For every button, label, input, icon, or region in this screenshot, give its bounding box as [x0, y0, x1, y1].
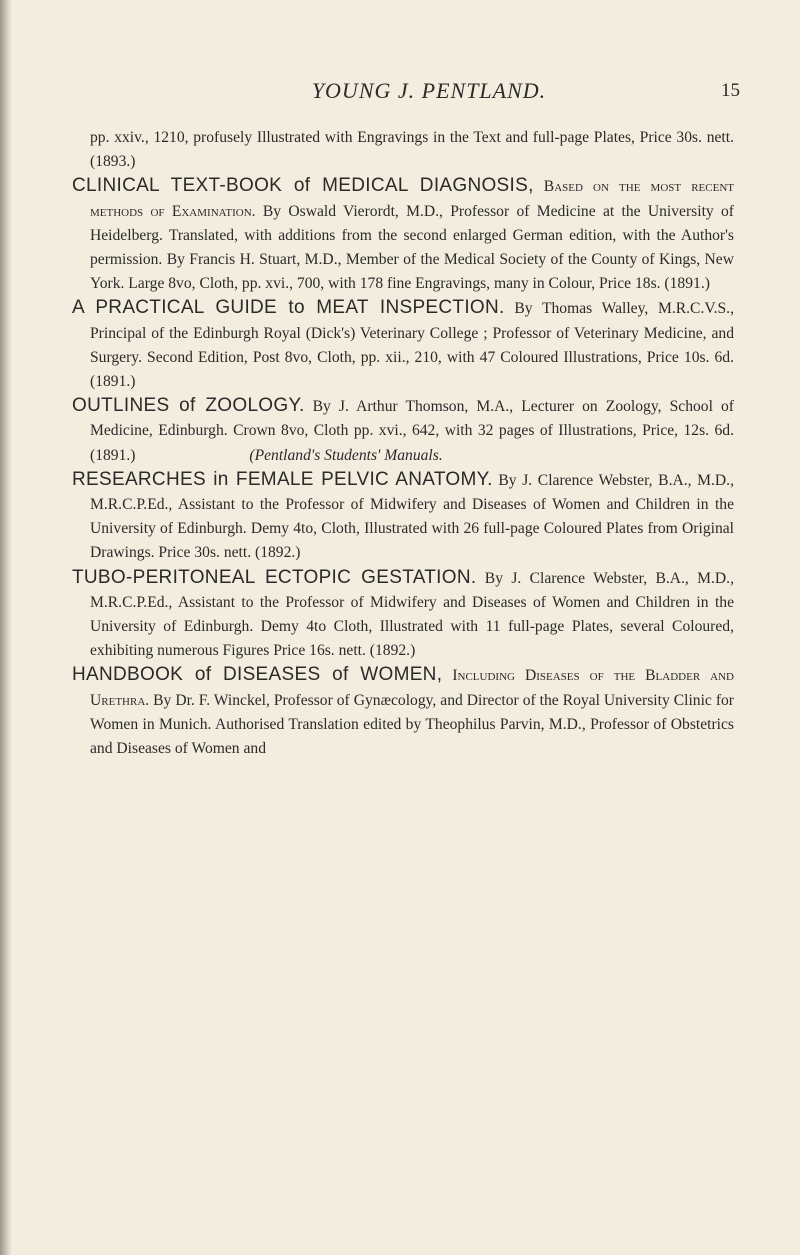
- page-binding-shadow: [0, 0, 12, 1255]
- page-number: 15: [721, 80, 740, 101]
- entry-text: pp. xxiv., 1210, profusely Illustrated with Engravings in the Text and full-page Plates, Price 30s. nett. (1893.): [90, 129, 734, 171]
- entry-series: (Pentland's Students' Manuals.: [249, 446, 443, 464]
- catalogue-entry: [72, 566, 734, 664]
- catalogue-entry: [72, 468, 734, 566]
- entry-text: By Thomas Walley, M.R.C.V.S., Principal of the Edinburgh Royal (Dick's) Veterinary College ; Professor of Veterinary Medicine, and Surgery. Second Edition, Post 8vo, Cloth, pp. xii., 210, with 47 Coloured Illustrations, Price 10s. 6d. (1891.): [90, 300, 734, 391]
- catalogue-entry: [72, 296, 734, 394]
- entry-text: By J. Clarence Webster, B.A., M.D., M.R.C.P.Ed., Assistant to the Professor of Midwifery and Diseases of Women and Children in the University of Edinburgh. Demy 4to Cloth, Illustrated with 11 full-page Plates, several Coloured, exhibiting numerous Figures Price 16s. nett. (1892.): [90, 569, 734, 660]
- catalogue-entry-continued: [72, 126, 734, 174]
- entry-title: RESEARCHES in FEMALE PELVIC ANATOMY.: [72, 468, 493, 490]
- entry-text: By J. Clarence Webster, B.A., M.D., M.R.C.P.Ed., Assistant to the Professor of Midwifery and Diseases of Women and Children in the University of Edinburgh. Demy 4to, Cloth, Illustrated with 26 full-page Coloured Plates from Original Drawings. Price 30s. nett. (1892.): [90, 471, 734, 562]
- entry-subtitle: Including Diseases of the Bladder and Urethra.: [90, 667, 735, 709]
- entry-subtitle: Based on the most recent methods of Examination.: [90, 178, 734, 220]
- entry-title: HANDBOOK of DISEASES of WOMEN,: [72, 664, 443, 686]
- entry-text: By Oswald Vierordt, M.D., Professor of Medicine at the University of Heidelberg. Translated, with additions from the second enlarged German edition, with the Author's permission. By Francis H. Stuart, M.D., Member of the Medical Society of the County of Kings, New York. Large 8vo, Cloth, pp. xvi., 700, with 178 fine Engravings, many in Colour, Price 18s. (1891.): [90, 202, 734, 293]
- entry-text: By Dr. F. Winckel, Professor of Gynæcology, and Director of the Royal University Clinic for Women in Munich. Authorised Translation edited by Theophilus Parvin, M.D., Professor of Obstetrics and Diseases of Women and: [90, 691, 734, 758]
- catalogue-listing: [72, 126, 734, 761]
- entry-title: TUBO-PERITONEAL ECTOPIC GESTATION.: [72, 566, 477, 588]
- catalogue-entry: [72, 174, 734, 296]
- entry-title: A PRACTICAL GUIDE to MEAT INSPECTION.: [72, 297, 505, 319]
- entry-text: By J. Arthur Thomson, M.A., Lecturer on Zoology, School of Medicine, Edinburgh. Crown 8vo, Cloth pp. xvi., 642, with 32 pages of Illustrations, Price, 12s. 6d. (1891.): [90, 398, 734, 464]
- page-header: [118, 78, 740, 112]
- entry-title: OUTLINES of ZOOLOGY.: [72, 395, 305, 417]
- running-title: YOUNG J. PENTLAND.: [311, 78, 547, 103]
- catalogue-entry: [72, 394, 734, 468]
- entry-title: CLINICAL TEXT-BOOK of MEDICAL DIAGNOSIS,: [72, 175, 534, 197]
- catalogue-entry: [72, 663, 734, 761]
